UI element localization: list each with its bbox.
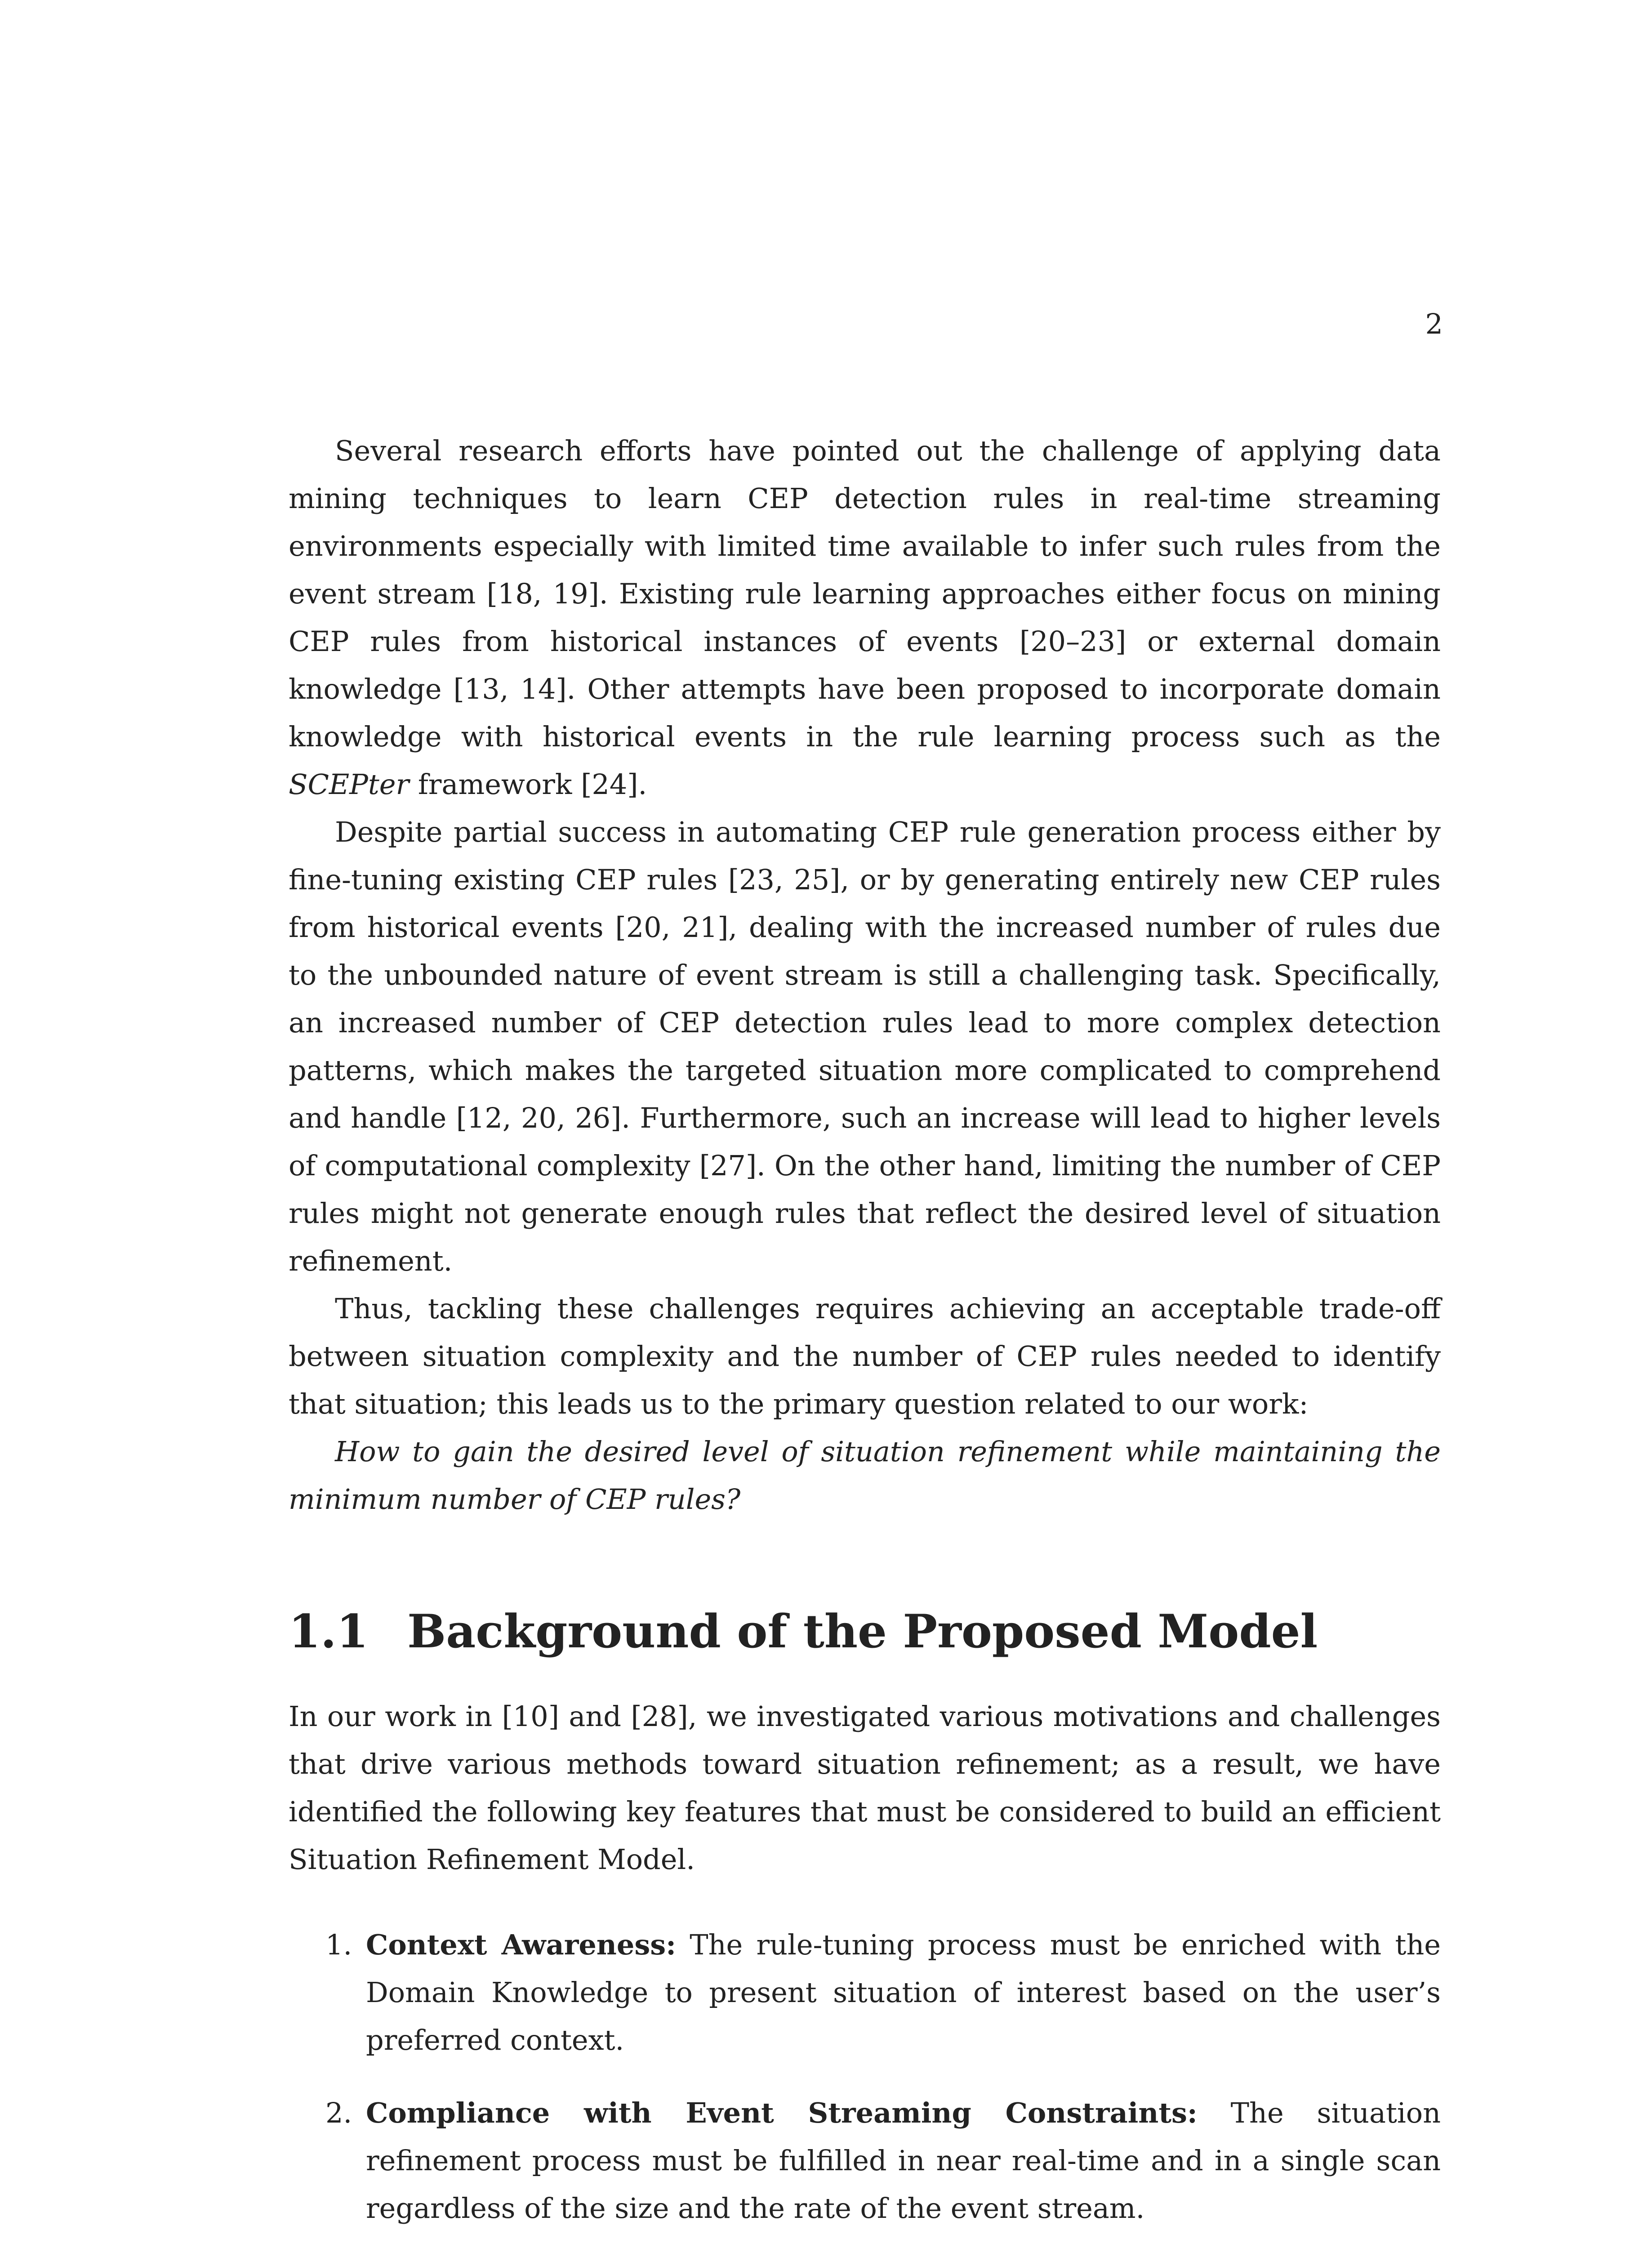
section-title: Background of the Proposed Model <box>407 1605 1318 1659</box>
paragraph-rule-growth: Despite partial success in automating CEP rule generation process either by fine-tuning existing CEP rules [23, 25], or by generating entirely new CEP rules from historical events [20, 21], dealing with the increased number of rules due to the unbounded nature of event stream is still a challenging task. Specifically, an increased number of CEP detection rules lead to more complex detection patterns, which makes the targeted situation more complicated to comprehend and handle [12, 20, 26]. Furthermore, such an increase will lead to higher levels of computational complexity [27]. On the other hand, limiting the number of CEP rules might not generate enough rules that reflect the desired level of situation refinement. <box>289 816 1441 1277</box>
section-number: 1.1 <box>289 1605 369 1659</box>
section-intro: In our work in [10] and [28], we investigated various motivations and challenges that drive various methods toward situation refinement; as a result, we have identified the following key features that must be considered to build an efficient Situation Refinement Model. <box>289 1700 1441 1876</box>
paragraph-cep-learning <box>289 427 1441 808</box>
list-item-term: Compliance with Event Streaming Constraints: <box>366 2096 1198 2130</box>
section-heading <box>289 1606 1441 1657</box>
paragraph-cep-learning-text: Several research efforts have pointed out the challenge of applying data mining techniques to learn CEP detection rules in real-time streaming environments especially with limited time available to infer such rules from the event stream [18, 19]. Existing rule learning approaches either focus on mining CEP rules from historical instances of events [20–23] or external domain knowledge [13, 14]. Other attempts have been proposed to incorporate domain knowledge with historical events in the rule learning process such as the <box>289 434 1441 753</box>
paragraph-tradeoff: Thus, tackling these challenges requires achieving an acceptable trade-off between situation complexity and the number of CEP rules needed to identify that situation; this leads us to the primary question related to our work: <box>289 1292 1441 1420</box>
framework-name: SCEPter <box>289 768 410 801</box>
feature-list <box>289 1921 1441 2232</box>
list-item-term: Context Awareness: <box>366 1928 677 1962</box>
list-item <box>289 2089 1441 2232</box>
list-item-number: 2. <box>325 2096 352 2130</box>
list-item-number: 1. <box>325 1928 352 1962</box>
page-number: 2 <box>1425 308 1443 340</box>
list-item <box>289 1921 1441 2064</box>
page-body <box>289 427 1441 2248</box>
paragraph-cep-learning-tail: framework [24]. <box>409 768 647 801</box>
list-item-text: The situation refinement process must be fulfilled in near real-time and in a single scan regardless of the size and the rate of the event stream. <box>366 2096 1441 2225</box>
research-question: How to gain the desired level of situation refinement while maintaining the minimum number of CEP rules? <box>289 1435 1441 1516</box>
list-item-text: The rule-tuning process must be enriched with the Domain Knowledge to present situation of interest based on the user’s preferred context. <box>366 1928 1441 2057</box>
